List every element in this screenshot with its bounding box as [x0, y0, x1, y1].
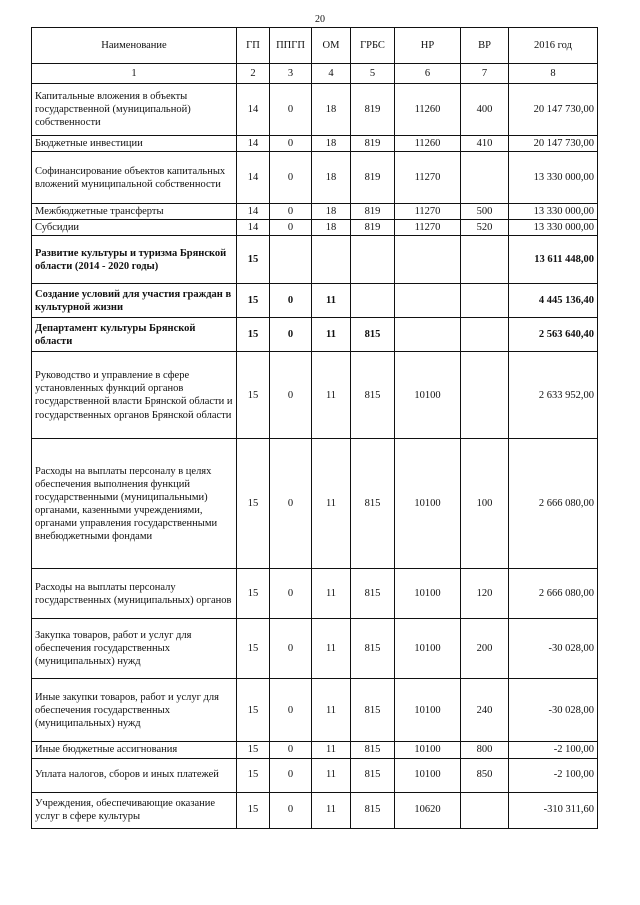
- cell-om: 11: [312, 439, 351, 569]
- column-number: 2: [237, 64, 270, 84]
- cell-om: 11: [312, 318, 351, 352]
- cell-grbs: 815: [351, 619, 395, 679]
- table-row: [32, 136, 598, 152]
- cell-name: Капитальные вложения в объекты государственной (муниципальной) собственности: [32, 84, 237, 136]
- cell-om: [312, 236, 351, 284]
- cell-gp: 14: [237, 136, 270, 152]
- table-row: [32, 84, 598, 136]
- cell-amount: 2 633 952,00: [509, 352, 598, 439]
- cell-amount: 20 147 730,00: [509, 84, 598, 136]
- table-row: [32, 318, 598, 352]
- cell-amount: 2 666 080,00: [509, 439, 598, 569]
- cell-amount: 4 445 136,40: [509, 284, 598, 318]
- cell-nr: [395, 284, 461, 318]
- cell-nr: 10100: [395, 758, 461, 792]
- page-number: 20: [315, 14, 325, 25]
- cell-name: Закупка товаров, работ и услуг для обеспечения государственных (муниципальных) нужд: [32, 619, 237, 679]
- cell-nr: 10100: [395, 742, 461, 758]
- table-row: [32, 236, 598, 284]
- table-row: [32, 742, 598, 758]
- cell-nr: [395, 318, 461, 352]
- cell-gp: 14: [237, 204, 270, 220]
- cell-ppgp: 0: [270, 758, 312, 792]
- cell-om: 11: [312, 352, 351, 439]
- cell-ppgp: 0: [270, 352, 312, 439]
- header-om: ОМ: [312, 28, 351, 64]
- column-number: 1: [32, 64, 237, 84]
- cell-om: 18: [312, 84, 351, 136]
- cell-gp: 15: [237, 619, 270, 679]
- cell-grbs: 815: [351, 318, 395, 352]
- cell-gp: 15: [237, 352, 270, 439]
- header-ppgp: ППГП: [270, 28, 312, 64]
- cell-gp: 15: [237, 236, 270, 284]
- cell-amount: 2 563 640,40: [509, 318, 598, 352]
- cell-om: 11: [312, 742, 351, 758]
- cell-name: Уплата налогов, сборов и иных платежей: [32, 758, 237, 792]
- table-row: [32, 284, 598, 318]
- table-row: [32, 439, 598, 569]
- cell-ppgp: 0: [270, 220, 312, 236]
- budget-table: [31, 27, 598, 829]
- cell-om: 11: [312, 758, 351, 792]
- cell-name: Иные закупки товаров, работ и услуг для обеспечения государственных (муниципальных) нужд: [32, 679, 237, 742]
- cell-om: 11: [312, 619, 351, 679]
- cell-nr: 10100: [395, 439, 461, 569]
- header-vr: ВР: [461, 28, 509, 64]
- cell-vr: 100: [461, 439, 509, 569]
- cell-vr: [461, 352, 509, 439]
- table-row: [32, 204, 598, 220]
- cell-om: 18: [312, 136, 351, 152]
- cell-name: Руководство и управление в сфере установленных функций органов государственной власти Брянской области и государственных органов Брянской области: [32, 352, 237, 439]
- cell-gp: 15: [237, 284, 270, 318]
- cell-gp: 15: [237, 758, 270, 792]
- column-number-row: [32, 64, 598, 84]
- cell-name: Учреждения, обеспечивающие оказание услуг в сфере культуры: [32, 792, 237, 828]
- header-row: [32, 28, 598, 64]
- cell-grbs: 819: [351, 204, 395, 220]
- cell-grbs: 819: [351, 152, 395, 204]
- cell-vr: 240: [461, 679, 509, 742]
- cell-nr: 11260: [395, 136, 461, 152]
- cell-ppgp: 0: [270, 439, 312, 569]
- cell-nr: 11270: [395, 220, 461, 236]
- cell-nr: 11260: [395, 84, 461, 136]
- cell-ppgp: 0: [270, 619, 312, 679]
- cell-grbs: 815: [351, 758, 395, 792]
- cell-amount: -2 100,00: [509, 758, 598, 792]
- cell-grbs: 815: [351, 792, 395, 828]
- cell-name: Создание условий для участия граждан в культурной жизни: [32, 284, 237, 318]
- cell-amount: -2 100,00: [509, 742, 598, 758]
- cell-grbs: 815: [351, 742, 395, 758]
- cell-vr: [461, 318, 509, 352]
- cell-nr: 10100: [395, 352, 461, 439]
- cell-gp: 15: [237, 679, 270, 742]
- cell-gp: 14: [237, 84, 270, 136]
- table-row: [32, 792, 598, 828]
- table-row: [32, 152, 598, 204]
- cell-vr: 850: [461, 758, 509, 792]
- cell-grbs: 819: [351, 84, 395, 136]
- cell-nr: 11270: [395, 204, 461, 220]
- cell-vr: 200: [461, 619, 509, 679]
- cell-ppgp: 0: [270, 84, 312, 136]
- column-number: 8: [509, 64, 598, 84]
- cell-ppgp: 0: [270, 204, 312, 220]
- cell-om: 11: [312, 569, 351, 619]
- cell-name: Развитие культуры и туризма Брянской области (2014 - 2020 годы): [32, 236, 237, 284]
- cell-amount: -310 311,60: [509, 792, 598, 828]
- cell-nr: 10100: [395, 569, 461, 619]
- cell-om: 18: [312, 204, 351, 220]
- cell-nr: 10100: [395, 619, 461, 679]
- column-number: 6: [395, 64, 461, 84]
- cell-om: 11: [312, 284, 351, 318]
- cell-name: Департамент культуры Брянской области: [32, 318, 237, 352]
- table-row: [32, 569, 598, 619]
- header-name: Наименование: [32, 28, 237, 64]
- cell-grbs: [351, 236, 395, 284]
- cell-nr: 10620: [395, 792, 461, 828]
- cell-amount: 13 611 448,00: [509, 236, 598, 284]
- cell-om: 11: [312, 679, 351, 742]
- cell-amount: -30 028,00: [509, 619, 598, 679]
- cell-vr: 520: [461, 220, 509, 236]
- cell-gp: 14: [237, 220, 270, 236]
- table-row: [32, 352, 598, 439]
- cell-amount: 20 147 730,00: [509, 136, 598, 152]
- cell-nr: [395, 236, 461, 284]
- cell-grbs: 815: [351, 679, 395, 742]
- cell-vr: 800: [461, 742, 509, 758]
- cell-gp: 14: [237, 152, 270, 204]
- column-number: 4: [312, 64, 351, 84]
- cell-grbs: 815: [351, 569, 395, 619]
- cell-vr: [461, 236, 509, 284]
- cell-om: 18: [312, 220, 351, 236]
- column-number: 3: [270, 64, 312, 84]
- cell-grbs: 815: [351, 439, 395, 569]
- table-row: [32, 619, 598, 679]
- cell-name: Субсидии: [32, 220, 237, 236]
- cell-name: Расходы на выплаты персоналу государственных (муниципальных) органов: [32, 569, 237, 619]
- cell-gp: 15: [237, 569, 270, 619]
- cell-name: Софинансирование объектов капитальных вложений муниципальной собственности: [32, 152, 237, 204]
- cell-gp: 15: [237, 439, 270, 569]
- cell-name: Иные бюджетные ассигнования: [32, 742, 237, 758]
- cell-gp: 15: [237, 318, 270, 352]
- cell-vr: [461, 284, 509, 318]
- cell-amount: 13 330 000,00: [509, 152, 598, 204]
- table-row: [32, 679, 598, 742]
- cell-vr: 410: [461, 136, 509, 152]
- cell-om: 11: [312, 792, 351, 828]
- table-row: [32, 220, 598, 236]
- cell-ppgp: 0: [270, 284, 312, 318]
- cell-om: 18: [312, 152, 351, 204]
- cell-ppgp: 0: [270, 318, 312, 352]
- header-gp: ГП: [237, 28, 270, 64]
- table-row: [32, 758, 598, 792]
- header-grbs: ГРБС: [351, 28, 395, 64]
- cell-vr: [461, 792, 509, 828]
- header-nr: НР: [395, 28, 461, 64]
- cell-grbs: [351, 284, 395, 318]
- cell-grbs: 819: [351, 220, 395, 236]
- cell-ppgp: 0: [270, 742, 312, 758]
- cell-amount: 13 330 000,00: [509, 204, 598, 220]
- cell-amount: 13 330 000,00: [509, 220, 598, 236]
- column-number: 7: [461, 64, 509, 84]
- column-number: 5: [351, 64, 395, 84]
- cell-ppgp: 0: [270, 679, 312, 742]
- cell-ppgp: 0: [270, 152, 312, 204]
- cell-vr: 400: [461, 84, 509, 136]
- cell-name: Расходы на выплаты персоналу в целях обеспечения выполнения функций государственными (муниципальными) органами, казенными учреждениями, органами управления государственными внебюджетными фондами: [32, 439, 237, 569]
- cell-nr: 10100: [395, 679, 461, 742]
- cell-name: Бюджетные инвестиции: [32, 136, 237, 152]
- cell-amount: -30 028,00: [509, 679, 598, 742]
- cell-grbs: 815: [351, 352, 395, 439]
- cell-ppgp: 0: [270, 136, 312, 152]
- cell-gp: 15: [237, 742, 270, 758]
- cell-name: Межбюджетные трансферты: [32, 204, 237, 220]
- cell-ppgp: 0: [270, 792, 312, 828]
- cell-amount: 2 666 080,00: [509, 569, 598, 619]
- cell-ppgp: 0: [270, 569, 312, 619]
- cell-gp: 15: [237, 792, 270, 828]
- cell-grbs: 819: [351, 136, 395, 152]
- cell-vr: 500: [461, 204, 509, 220]
- header-year: 2016 год: [509, 28, 598, 64]
- cell-vr: [461, 152, 509, 204]
- cell-nr: 11270: [395, 152, 461, 204]
- cell-vr: 120: [461, 569, 509, 619]
- cell-ppgp: [270, 236, 312, 284]
